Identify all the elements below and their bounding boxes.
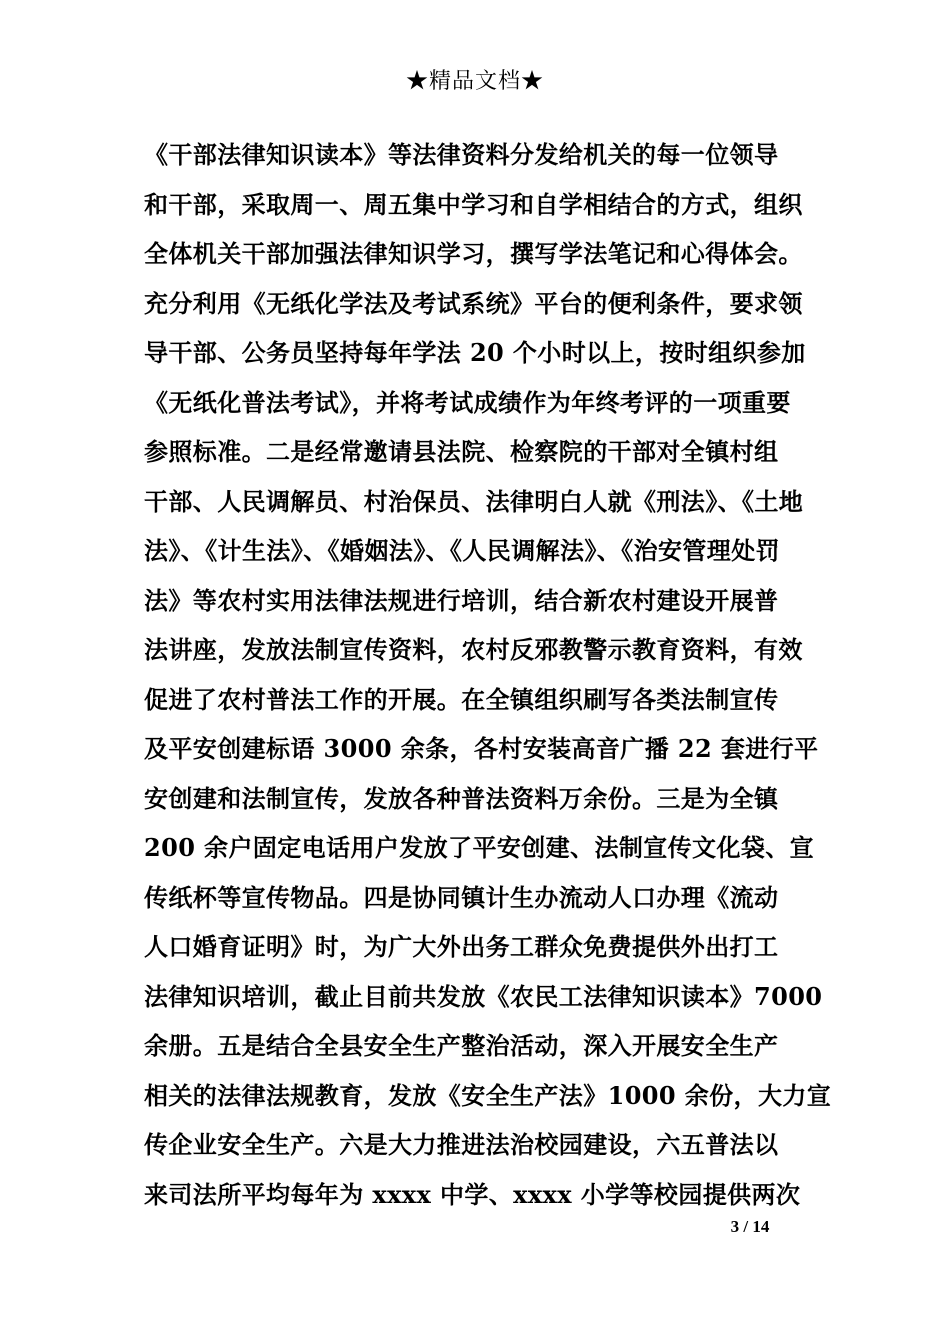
text-line: 干部、人民调解员、村治保员、法律明白人就《刑法》、《土地: [144, 486, 804, 516]
text-line: 《无纸化普法考试》，并将考试成绩作为年终考评的一项重要: [144, 387, 791, 417]
text-line: 及平安创建标语 3000 余条，各村安装高音广播 22 套进行平: [144, 734, 819, 763]
body-text: [144, 130, 832, 1219]
text-line: 法》等农村实用法律法规进行培训，结合新农村建设开展普: [144, 585, 779, 615]
text-line: 充分利用《无纸化学法及考试系统》平台的便利条件，要求领: [144, 288, 803, 318]
page-number: 3 / 14: [730, 1217, 770, 1236]
text-line: 安创建和法制宣传，发放各种普法资料万余份。三是为全镇: [144, 783, 779, 813]
text-line: 法讲座，发放法制宣传资料，农村反邪教警示教育资料，有效: [144, 635, 803, 664]
text-line: 来司法所平均每年为 xxxx 中学、xxxx 小学等校园提供两次: [144, 1179, 801, 1209]
text-line: 参照标准。二是经常邀请县法院、检察院的干部对全镇村组: [144, 437, 779, 466]
text-line: 法》、《计生法》、《婚姻法》、《人民调解法》、《治安管理处罚: [144, 536, 780, 565]
text-line: 和干部，采取周一、周五集中学习和自学相结合的方式，组织: [144, 189, 803, 219]
text-line: 导干部、公务员坚持每年学法 20 个小时以上，按时组织参加: [144, 338, 806, 367]
text-line: 传纸杯等宣传物品。四是协同镇计生办流动人口办理《流动: [144, 882, 779, 912]
text-line: 传企业安全生产。六是大力推进法治校园建设，六五普法以: [144, 1130, 779, 1159]
text-line: 相关的法律法规教育，发放《安全生产法》1000 余份，大力宣: [144, 1080, 832, 1110]
text-line: 法律知识培训，截止目前共发放《农民工法律知识读本》7000: [144, 981, 823, 1011]
text-line: 促进了农村普法工作的开展。在全镇组织刷写各类法制宣传: [144, 684, 779, 714]
text-line: 余册。五是结合全县安全生产整治活动，深入开展安全生产: [144, 1031, 779, 1060]
text-line: 《干部法律知识读本》等法律资料分发给机关的每一位领导: [144, 140, 779, 169]
text-line: 200 余户固定电话用户发放了平安创建、法制宣传文化袋、宣: [144, 833, 815, 862]
text-line: 全体机关干部加强法律知识学习，撰写学法笔记和心得体会。: [144, 239, 803, 268]
page-header: ★精品文档★: [405, 69, 544, 94]
text-line: 人口婚育证明》时，为广大外出务工群众免费提供外出打工: [144, 932, 779, 961]
